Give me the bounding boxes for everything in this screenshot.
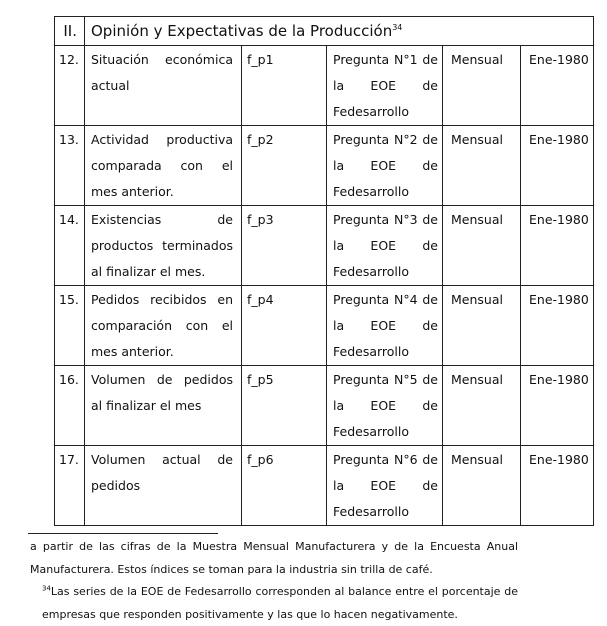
row-frequency: Mensual <box>443 446 521 526</box>
footnote-continuation: a partir de las cifras de la Muestra Mensual Manufacturera y de la Encuesta Anual Manufacturera. Estos índices se toman para la industria sin trilla de café. <box>30 540 518 576</box>
row-variable: f_p5 <box>242 366 327 446</box>
row-number: 17. <box>55 446 85 526</box>
section-title: Opinión y Expectativas de la Producción <box>91 22 393 40</box>
footnote-separator <box>28 533 218 534</box>
row-frequency: Mensual <box>443 126 521 206</box>
row-question: Pregunta N°1 de la EOE de Fedesarrollo <box>327 46 443 126</box>
row-start-date: Ene-1980 <box>521 446 594 526</box>
row-frequency: Mensual <box>443 286 521 366</box>
row-question: Pregunta N°6 de la EOE de Fedesarrollo <box>327 446 443 526</box>
row-start-date: Ene-1980 <box>521 366 594 446</box>
table-row <box>55 446 594 526</box>
footnote-34-text: Las series de la EOE de Fedesarrollo corresponden al balance entre el porcentaje de empresas que responden positivamente y las que lo hacen negativamente. <box>42 585 518 621</box>
row-number: 12. <box>55 46 85 126</box>
section-number: II. <box>55 17 85 46</box>
row-frequency: Mensual <box>443 366 521 446</box>
row-description: Actividad productiva comparada con el mes anterior. <box>85 126 242 206</box>
variables-table <box>54 16 594 526</box>
table-row <box>55 286 594 366</box>
row-start-date: Ene-1980 <box>521 206 594 286</box>
row-start-date: Ene-1980 <box>521 46 594 126</box>
row-description: Existencias de productos terminados al finalizar el mes. <box>85 206 242 286</box>
row-variable: f_p4 <box>242 286 327 366</box>
row-description: Situación económica actual <box>85 46 242 126</box>
row-variable: f_p6 <box>242 446 327 526</box>
row-question: Pregunta N°3 de la EOE de Fedesarrollo <box>327 206 443 286</box>
row-variable: f_p2 <box>242 126 327 206</box>
footnote-34 <box>30 581 518 626</box>
row-start-date: Ene-1980 <box>521 126 594 206</box>
row-question: Pregunta N°5 de la EOE de Fedesarrollo <box>327 366 443 446</box>
row-number: 16. <box>55 366 85 446</box>
row-number: 13. <box>55 126 85 206</box>
row-description: Volumen de pedidos al finalizar el mes <box>85 366 242 446</box>
row-description: Volumen actual de pedidos <box>85 446 242 526</box>
row-frequency: Mensual <box>443 206 521 286</box>
section-title-cell <box>85 17 594 46</box>
row-start-date: Ene-1980 <box>521 286 594 366</box>
row-question: Pregunta N°4 de la EOE de Fedesarrollo <box>327 286 443 366</box>
row-variable: f_p1 <box>242 46 327 126</box>
table-row <box>55 206 594 286</box>
table-row <box>55 366 594 446</box>
row-number: 15. <box>55 286 85 366</box>
footnote-34-mark: 34 <box>42 584 51 593</box>
section-footnote-ref: 34 <box>392 23 403 32</box>
section-header-row <box>55 17 594 46</box>
row-description: Pedidos recibidos en comparación con el mes anterior. <box>85 286 242 366</box>
row-variable: f_p3 <box>242 206 327 286</box>
row-number: 14. <box>55 206 85 286</box>
row-frequency: Mensual <box>443 46 521 126</box>
table-row <box>55 126 594 206</box>
table-row <box>55 46 594 126</box>
row-question: Pregunta N°2 de la EOE de Fedesarrollo <box>327 126 443 206</box>
